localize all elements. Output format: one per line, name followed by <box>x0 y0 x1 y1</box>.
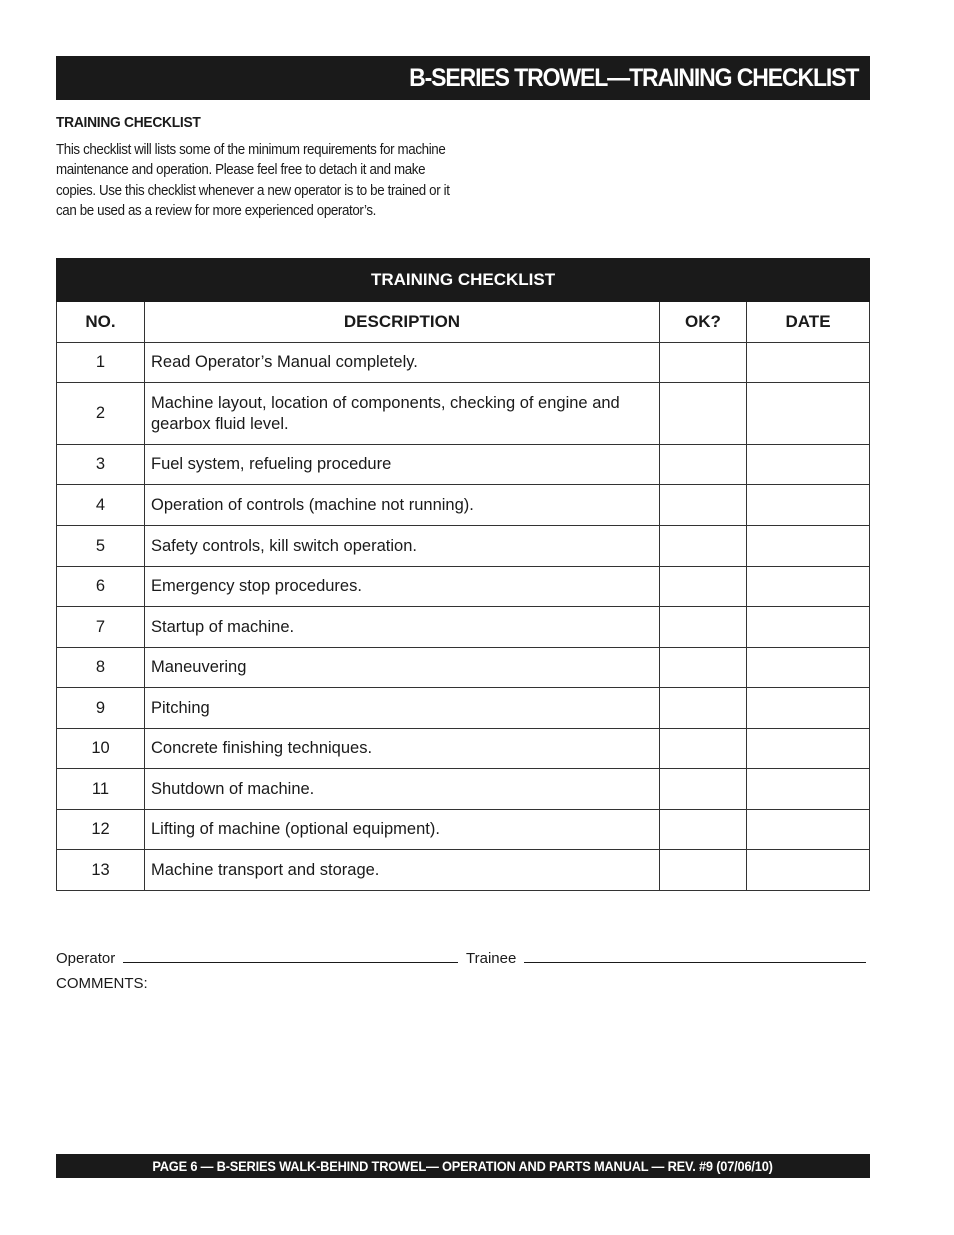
row-date-cell[interactable] <box>747 810 870 850</box>
intro-heading: TRAINING CHECKLIST <box>56 114 201 131</box>
table-row <box>57 688 870 729</box>
row-description: Safety controls, kill switch operation. <box>145 526 660 567</box>
operator-label: Operator <box>56 950 116 967</box>
row-date-cell[interactable] <box>747 607 870 648</box>
row-number: 5 <box>57 526 145 567</box>
footer-bar <box>56 1154 870 1178</box>
trainee-blank[interactable] <box>524 948 866 963</box>
table-row <box>57 729 870 769</box>
table-row <box>57 567 870 607</box>
row-description: Read Operator’s Manual completely. <box>145 343 660 383</box>
row-date-cell[interactable] <box>747 850 870 891</box>
row-description: Fuel system, refueling procedure <box>145 445 660 485</box>
row-ok-cell[interactable] <box>660 648 747 688</box>
row-number: 7 <box>57 607 145 648</box>
row-date-cell[interactable] <box>747 383 870 445</box>
row-ok-cell[interactable] <box>660 567 747 607</box>
table-row <box>57 810 870 850</box>
row-ok-cell[interactable] <box>660 850 747 891</box>
row-description: Pitching <box>145 688 660 729</box>
checklist-body <box>57 343 870 891</box>
row-number: 13 <box>57 850 145 891</box>
row-ok-cell[interactable] <box>660 526 747 567</box>
column-header-description: DESCRIPTION <box>145 302 660 343</box>
column-header-no: NO. <box>57 302 145 343</box>
row-description: Emergency stop procedures. <box>145 567 660 607</box>
training-checklist-table <box>56 258 870 891</box>
row-description: Machine transport and storage. <box>145 850 660 891</box>
footer-text: PAGE 6 — B-SERIES WALK-BEHIND TROWEL— OPERATION AND PARTS MANUAL — REV. #9 (07/06/10) <box>152 1158 774 1174</box>
row-ok-cell[interactable] <box>660 688 747 729</box>
row-description: Machine layout, location of components, checking of engine and gearbox fluid level. <box>145 383 660 445</box>
row-date-cell[interactable] <box>747 688 870 729</box>
row-date-cell[interactable] <box>747 567 870 607</box>
row-number: 1 <box>57 343 145 383</box>
row-description: Concrete finishing techniques. <box>145 729 660 769</box>
row-ok-cell[interactable] <box>660 485 747 526</box>
row-date-cell[interactable] <box>747 648 870 688</box>
row-description: Lifting of machine (optional equipment). <box>145 810 660 850</box>
row-number: 3 <box>57 445 145 485</box>
comments-label: COMMENTS: <box>56 975 148 992</box>
row-number: 11 <box>57 769 145 810</box>
row-ok-cell[interactable] <box>660 343 747 383</box>
trainee-label: Trainee <box>466 950 517 967</box>
row-date-cell[interactable] <box>747 445 870 485</box>
table-row <box>57 769 870 810</box>
row-number: 2 <box>57 383 145 445</box>
row-date-cell[interactable] <box>747 485 870 526</box>
page-title: B-SERIES TROWEL—TRAINING CHECKLIST <box>408 63 858 92</box>
row-ok-cell[interactable] <box>660 769 747 810</box>
row-ok-cell[interactable] <box>660 445 747 485</box>
row-date-cell[interactable] <box>747 343 870 383</box>
row-ok-cell[interactable] <box>660 729 747 769</box>
table-row <box>57 648 870 688</box>
page-title-bar <box>56 56 870 100</box>
row-number: 10 <box>57 729 145 769</box>
table-row <box>57 607 870 648</box>
operator-blank[interactable] <box>123 948 458 963</box>
row-description: Shutdown of machine. <box>145 769 660 810</box>
row-number: 4 <box>57 485 145 526</box>
table-caption: TRAINING CHECKLIST <box>57 259 870 302</box>
row-ok-cell[interactable] <box>660 607 747 648</box>
table-row <box>57 850 870 891</box>
row-number: 12 <box>57 810 145 850</box>
table-row <box>57 526 870 567</box>
intro-text: This checklist will lists some of the minimum requirements for machine maintenance and operation. Please feel free to detach it and make copies. Use this checklist whenever a new operator is to be trained or it can be used as a review for more experienced operator’s. <box>56 142 450 219</box>
row-number: 6 <box>57 567 145 607</box>
row-ok-cell[interactable] <box>660 383 747 445</box>
operator-signature-line <box>56 948 458 967</box>
row-description: Maneuvering <box>145 648 660 688</box>
row-ok-cell[interactable] <box>660 810 747 850</box>
table-row <box>57 445 870 485</box>
table-row <box>57 383 870 445</box>
row-date-cell[interactable] <box>747 526 870 567</box>
column-header-row <box>57 302 870 343</box>
row-number: 8 <box>57 648 145 688</box>
row-date-cell[interactable] <box>747 769 870 810</box>
row-number: 9 <box>57 688 145 729</box>
row-date-cell[interactable] <box>747 729 870 769</box>
column-header-date: DATE <box>747 302 870 343</box>
table-row <box>57 343 870 383</box>
trainee-signature-line <box>466 948 866 967</box>
table-row <box>57 485 870 526</box>
row-description: Operation of controls (machine not running). <box>145 485 660 526</box>
row-description: Startup of machine. <box>145 607 660 648</box>
column-header-ok: OK? <box>660 302 747 343</box>
